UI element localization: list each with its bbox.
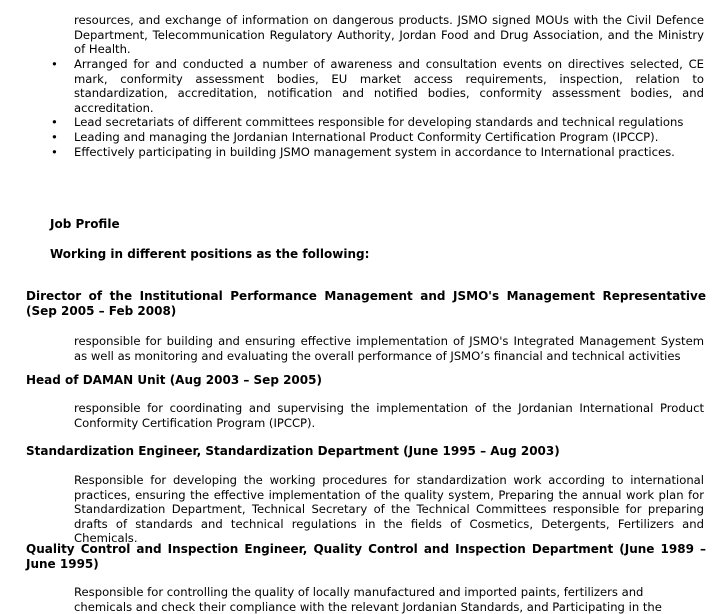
position-title: Head of DAMAN Unit (Aug 2003 – Sep 2005)	[26, 373, 322, 387]
bullet-icon: •	[51, 115, 58, 130]
position-title: Standardization Engineer, Standardization Department (June 1995 – Aug 2003)	[26, 444, 560, 458]
bullet-text: Lead secretariats of different committees responsible for developing standards and technical regulations	[74, 115, 684, 130]
intro-continuation-paragraph: resources, and exchange of information on dangerous products. JSMO signed MOUs with the Civil Defence Department, Telecommunication Regulatory Authority, Jordan Food and Drug Association, and the Ministry of Health.	[74, 13, 704, 57]
bullet-text: Effectively participating in building JSMO management system in accordance to International practices.	[74, 144, 675, 159]
job-profile-subheading: Working in different positions as the following:	[50, 247, 370, 261]
position-title: Quality Control and Inspection Engineer, Quality Control and Inspection Department (June 1989 – June 1995)	[26, 542, 706, 571]
list-item	[51, 144, 704, 160]
bullet-text: Arranged for and conducted a number of awareness and consultation events on directives selected, CE mark, conformity assessment bodies, EU market access requirements, inspection, relation to standardization, accreditation, notification and notified bodies, conformity assessment bodies, and accreditation.	[74, 57, 704, 115]
position-title: Director of the Institutional Performance Management and JSMO's Management Representative (Sep 2005 – Feb 2008)	[26, 289, 706, 318]
position-description: responsible for building and ensuring effective implementation of JSMO's Integrated Management System as well as monitoring and evaluating the overall performance of JSMO’s financial and technical activities	[74, 334, 704, 363]
bullet-text: Leading and managing the Jordanian International Product Conformity Certification Program (IPCCP).	[74, 129, 659, 144]
bullet-icon: •	[51, 57, 58, 71]
position-description: Responsible for developing the working procedures for standardization work according to international practices, ensuring the effective implementation of the quality system, Preparing the annual work plan for Standardization Department, Technical Secretary of the Technical Committees responsible for preparing drafts of standards and technical regulations in the fields of Cosmetics, Detergents, Fertilizers and Chemicals.	[74, 473, 704, 546]
position-description: Responsible for controlling the quality of locally manufactured and imported paints, fertilizers and chemicals and check their compliance with the relevant Jordanian Standards, and Participating in the	[74, 585, 662, 614]
list-item	[51, 57, 704, 115]
job-profile-heading: Job Profile	[50, 217, 120, 231]
bullet-icon: •	[51, 144, 58, 159]
list-item	[51, 115, 704, 130]
bullet-icon: •	[51, 129, 58, 144]
list-item	[51, 129, 704, 145]
position-description: responsible for coordinating and supervising the implementation of the Jordanian International Product Conformity Certification Program (IPCCP).	[74, 401, 704, 430]
achievements-list	[51, 57, 704, 159]
